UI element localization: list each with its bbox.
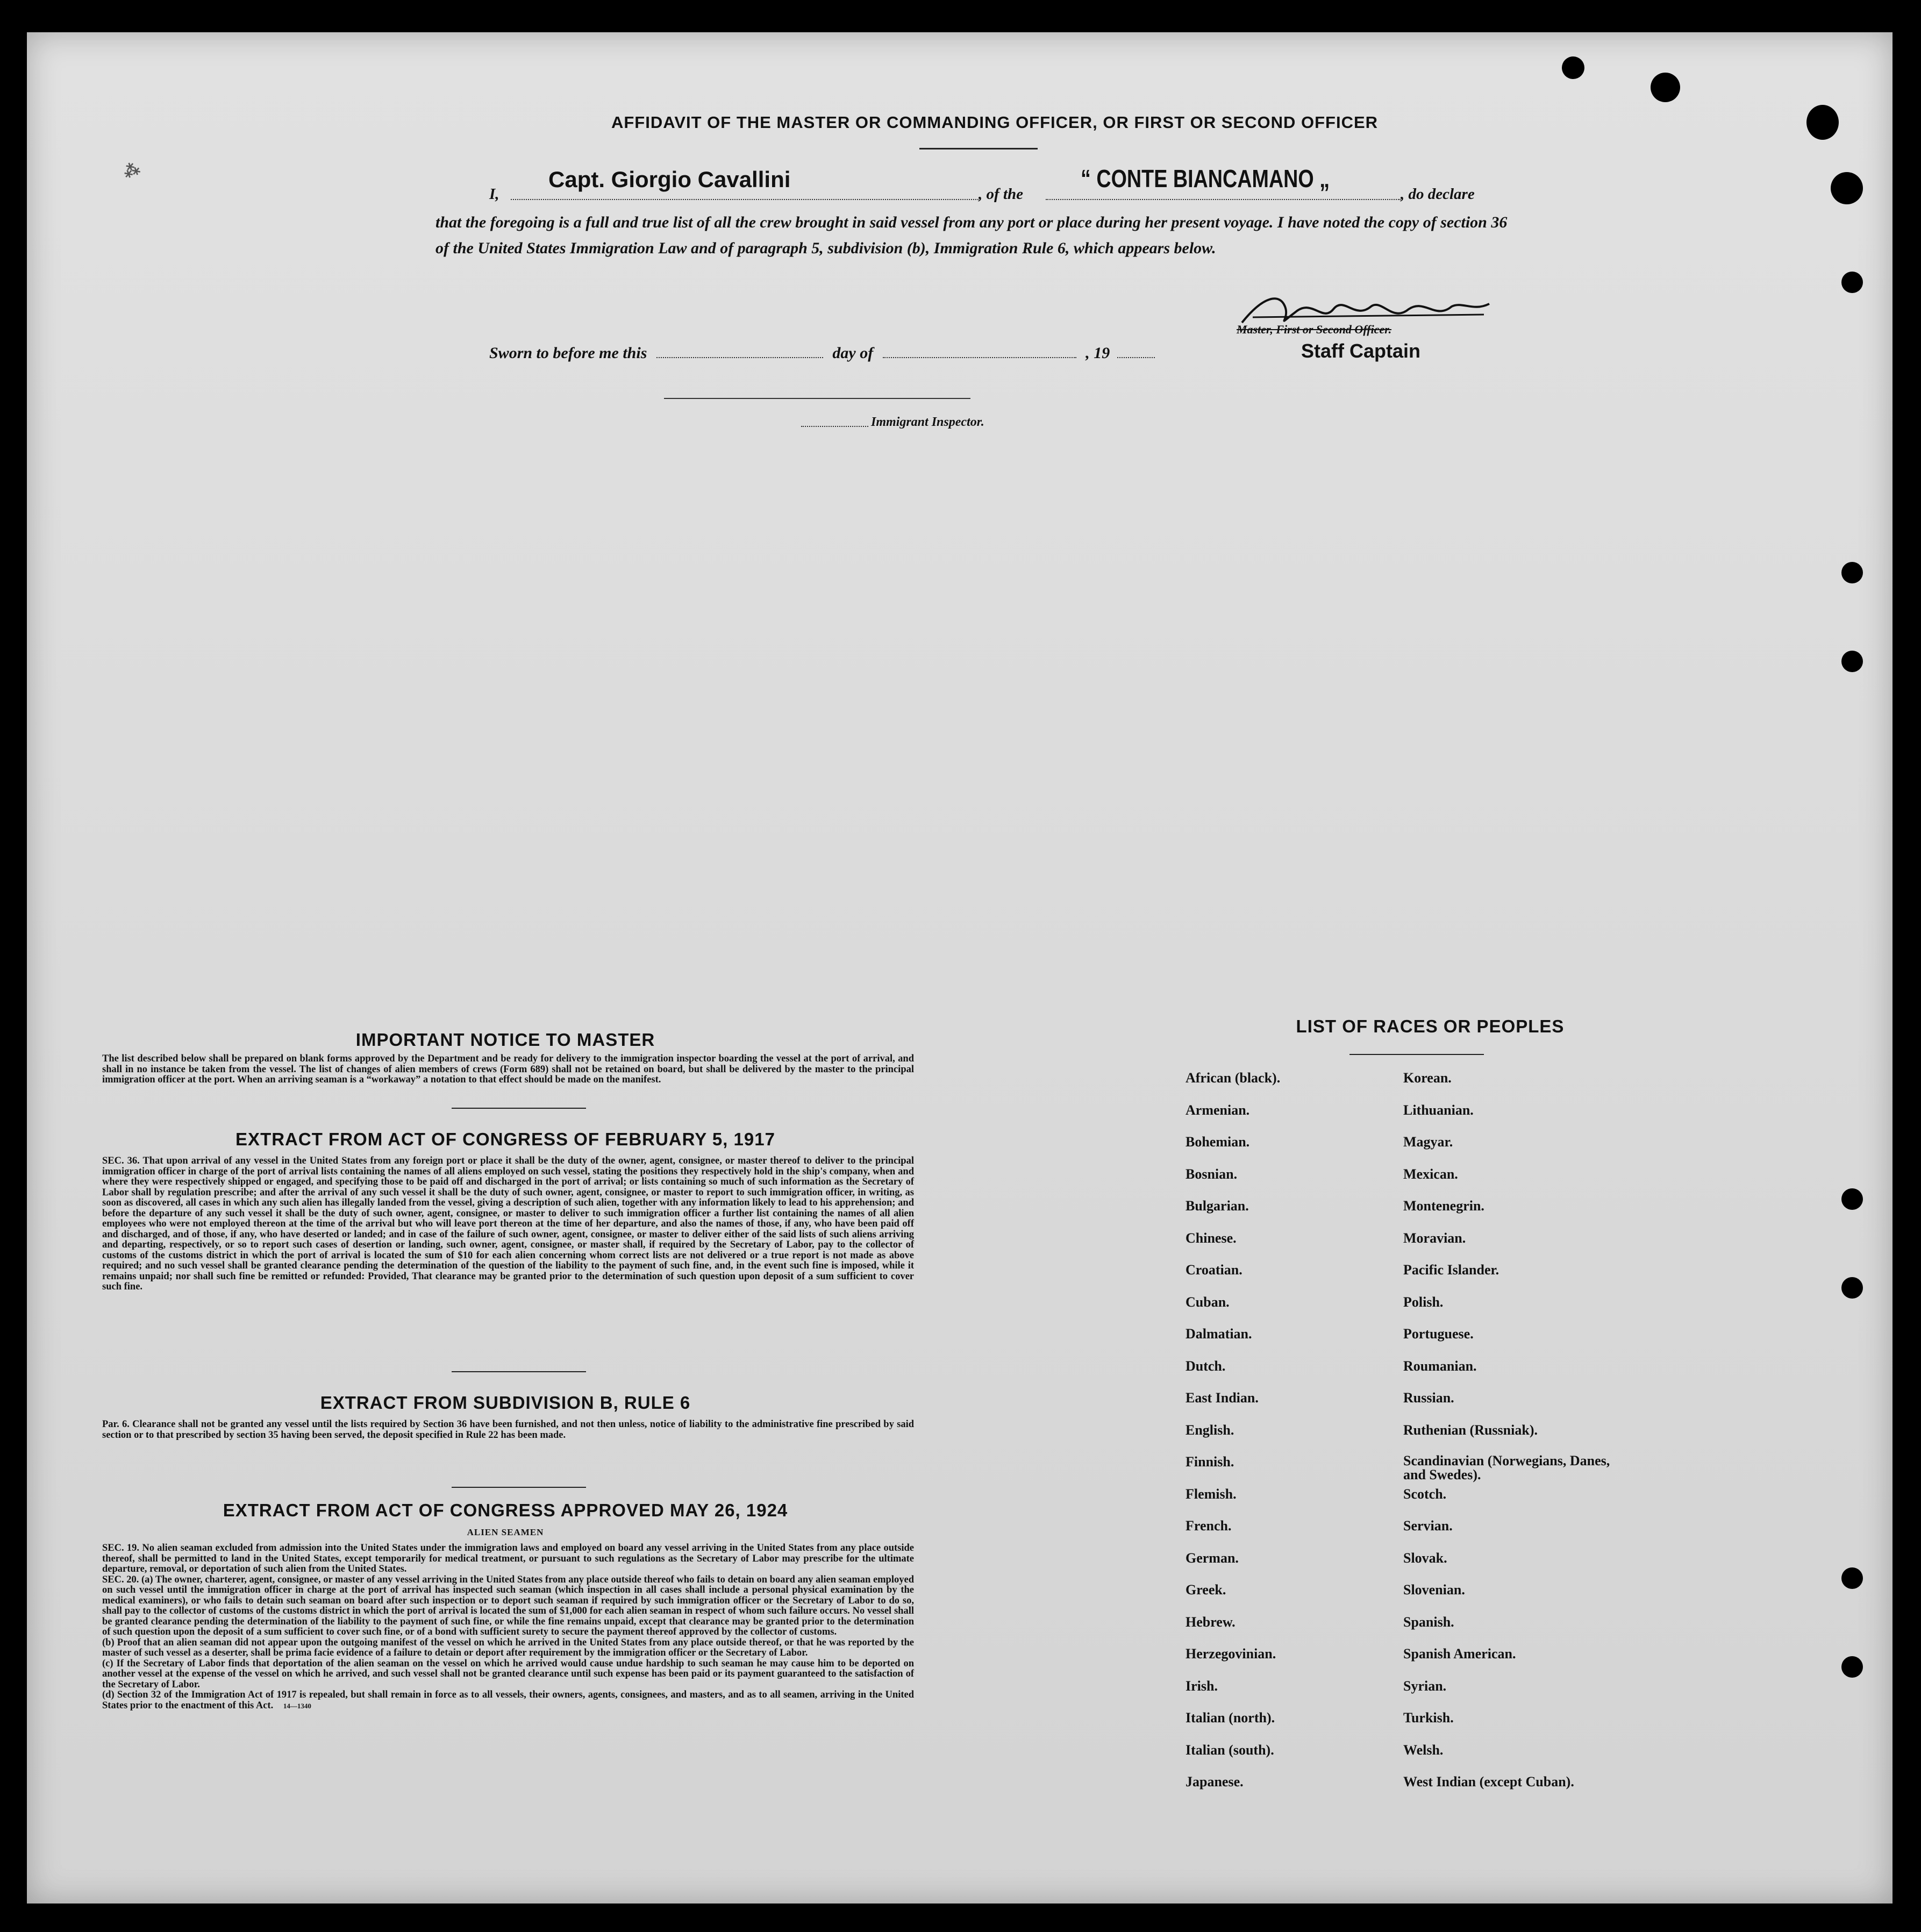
race-item: Italian (south). (1186, 1742, 1274, 1758)
punch-hole (1806, 105, 1839, 140)
sworn-line (489, 344, 1155, 362)
sec20c-text: (c) If the Secretary of Labor finds that deportation of the alien seaman on the vessel on which he arrived would cause undue hardship to such seaman he may cause him to be deported on another vessel at the expense of the vessel on which he arrived, and such vessel shall not be granted clearance until such expense has been paid or its payment guaranteed to the satisfaction of the Secretary of Labor. (102, 1658, 914, 1690)
race-item: Finnish. (1186, 1454, 1234, 1470)
race-item: Magyar. (1403, 1134, 1453, 1150)
punch-hole (1831, 172, 1863, 204)
inspector-dotted-line (801, 426, 868, 427)
extract-1924-body (102, 1543, 914, 1711)
staff-captain-stamp: Staff Captain (1301, 340, 1421, 362)
punch-hole (1841, 562, 1863, 583)
race-item: Japanese. (1186, 1774, 1244, 1790)
margin-stamp-mark: ⁂ (121, 159, 142, 182)
race-item: Bohemian. (1186, 1134, 1250, 1150)
race-item: Dutch. (1186, 1358, 1226, 1374)
sworn-prefix: Sworn to before me this (489, 344, 647, 362)
race-item: Slovak. (1403, 1550, 1447, 1566)
race-item: Turkish. (1403, 1710, 1454, 1726)
race-item: Ruthenian (Russniak). (1403, 1422, 1538, 1438)
extract-rule6-body: Par. 6. Clearance shall not be granted any vessel until the lists required by Section 36 have been furnished, and not then unless, notice of liability to the administrative fine prescribed by said section or to that prescribed by section 35 having been served, the deposit specified in Rule 22 has been made. (102, 1419, 914, 1441)
of-the-label: , of the (979, 186, 1023, 203)
notice-title: IMPORTANT NOTICE TO MASTER (355, 1030, 655, 1050)
race-item: Lithuanian. (1403, 1102, 1474, 1118)
punch-hole (1841, 1567, 1863, 1589)
races-right-column (1403, 1070, 1629, 1806)
race-item: Croatian. (1186, 1262, 1242, 1278)
sec20a-text: SEC. 20. (a) The owner, charterer, agent, consignee, or master of any vessel arriving in the United States from any place outside thereof who fails to detain on board any alien seaman employed on such vessel until the immigration officer in charge at the port of arrival has inspected such seaman (which inspection in all cases shall include a personal physical examination by the medical examiners), or who fails to detain such seaman on board after such inspection or to deport such seaman if required by such immigration officer or the Secretary of Labor to do so, shall pay to the collector of customs of the customs district in which the port of arrival is located the sum of $1,000 for each alien seaman in respect of whom such failure occurs. No vessel shall be granted clearance pending the determination of the liability to the payment of such fine, or while the fine remains unpaid, except that clearance may be granted prior to the determination of such question upon the deposit of a sum sufficient to cover such fine, or of a bond with sufficient surety to secure the payment thereof approved by the collector of customs. (102, 1574, 914, 1637)
race-item: Hebrew. (1186, 1614, 1236, 1630)
sec19-text: SEC. 19. No alien seaman excluded from admission into the United States under the immigration laws and employed on board any vessel arriving in the United States from any place outside thereof, shall be permitted to land in the United States, except temporarily for medical treatment, or pursuant to such regulations as the Secretary of Labor may prescribe for the ultimate departure, removal, or deportation of such alien from the United States. (102, 1543, 914, 1574)
sec20d-row (102, 1690, 914, 1711)
inspector-label: Immigrant Inspector. (871, 415, 984, 429)
day-blank (656, 357, 823, 358)
race-item: Italian (north). (1186, 1710, 1275, 1726)
races-left-column (1186, 1070, 1390, 1806)
race-item: Russian. (1403, 1390, 1454, 1406)
race-item: Syrian. (1403, 1678, 1447, 1694)
i-label: I, (489, 186, 499, 203)
extract-1917-divider (452, 1371, 586, 1372)
month-blank (883, 357, 1076, 358)
race-item: Welsh. (1403, 1742, 1444, 1758)
race-item: Cuban. (1186, 1294, 1230, 1310)
year-blank (1117, 357, 1155, 358)
race-item: Moravian. (1403, 1230, 1466, 1246)
race-item: Chinese. (1186, 1230, 1237, 1246)
title-divider (919, 148, 1038, 149)
race-item: Pacific Islander. (1403, 1262, 1499, 1278)
sec20b-text: (b) Proof that an alien seaman did not appear upon the outgoing manifest of the vessel on which he arrived in the United States from any place outside thereof, or that he was reported by the master of such vessel as a deserter, shall be prima facie evidence of a failure to detain or deport after requirement by the immigration officer or the Secretary of Labor. (102, 1637, 914, 1658)
race-item: Polish. (1403, 1294, 1444, 1310)
race-item: French. (1186, 1518, 1232, 1534)
race-item: Scotch. (1403, 1486, 1447, 1502)
race-item: Slovenian. (1403, 1582, 1465, 1598)
race-item: Greek. (1186, 1582, 1226, 1598)
race-item: West Indian (except Cuban). (1403, 1774, 1574, 1790)
extract-rule6-divider (452, 1487, 586, 1488)
extract-1917-body: SEC. 36. That upon arrival of any vessel in the United States from any foreign port or place it shall be the duty of the owner, agent, consignee, or master thereof to deliver to the principal immigration officer in charge of the port of arrival lists containing the names of all aliens employed on such vessel, stating the positions they respectively hold in the ship's company, when and where they were respectively shipped or engaged, and specifying those to be paid off and discharged in the port of arrival; or lists containing so much of such information as the Secretary of Labor shall by regulation prescribe; and after the arrival of any such vessel it shall be the duty of such owner, agent, consignee, or master to report to such immigration officer, in writing, as soon as discovered, all cases in which any such alien has illegally landed from the vessel, giving a description of such alien, together with any information likely to lead to his apprehension; and before the departure of any such vessel it shall be the duty of such owner, agent, consignee, or master to deliver to such immigration officer a further list containing the names of all alien employees who were not employed thereon at the time of the arrival but who will leave port thereon at the time of her departure, and also the names of those, if any, who have been paid off and discharged, and of those, if any, who have deserted or landed; and in case of the failure of such owner, agent, consignee, or master to deliver either of the said lists of such aliens arriving and departing, respectively, or so to report such cases of desertion or landing, such owner, agent, consignee, or master shall, if required by the Secretary of Labor, pay to the collector of customs of the customs district in which the port of arrival is located the sum of $10 for each alien concerning whom correct lists are not delivered or a true report is not made as above required; and no such vessel shall be granted clearance pending the determination of the question of the liability to the payment of such fine, and, in the event such fine is imposed, while it remains unpaid; nor shall such fine be remitted or refunded: Provided, That clearance may be granted prior to the determination of such question upon deposit of a sum sufficient to cover such fine. (102, 1156, 914, 1292)
race-item: Servian. (1403, 1518, 1453, 1534)
race-item: Spanish. (1403, 1614, 1454, 1630)
race-item: German. (1186, 1550, 1239, 1566)
do-declare-label: , do declare (1401, 186, 1475, 203)
race-item: Flemish. (1186, 1486, 1237, 1502)
punch-hole (1841, 272, 1863, 293)
punch-hole (1651, 73, 1680, 102)
vessel-name-line (1046, 199, 1401, 200)
races-title: LIST OF RACES OR PEOPLES (1296, 1016, 1565, 1036)
race-item: Armenian. (1186, 1102, 1250, 1118)
sec20d-text: (d) Section 32 of the Immigration Act of 1917 is repealed, but shall remain in force as to all vessels, their owners, agents, consignees, and masters, and as to all seamen, arriving in the United States prior to the enactment of this Act. (102, 1689, 914, 1711)
punch-hole (1841, 1188, 1863, 1210)
inspector-signature-line (664, 398, 970, 399)
notice-divider (452, 1108, 586, 1109)
extract-1924-subtitle: ALIEN SEAMEN (467, 1527, 544, 1537)
punch-hole (1841, 1656, 1863, 1678)
signature-caption: Master, First or Second Officer. (1237, 323, 1392, 336)
day-of-label: day of (832, 344, 874, 362)
race-item: English. (1186, 1422, 1234, 1438)
punch-hole (1562, 56, 1584, 79)
race-item: East Indian. (1186, 1390, 1259, 1406)
race-item: Herzegovinian. (1186, 1646, 1276, 1662)
form-number: 14—1340 (283, 1701, 311, 1710)
race-item: Montenegrin. (1403, 1198, 1484, 1214)
race-item: Irish. (1186, 1678, 1218, 1694)
extract-1917-title: EXTRACT FROM ACT OF CONGRESS OF FEBRUARY 5, 1917 (235, 1129, 775, 1149)
race-item: Portuguese. (1403, 1326, 1474, 1342)
officer-name: Capt. Giorgio Cavallini (548, 167, 791, 192)
officer-name-line (511, 199, 979, 200)
race-item: Dalmatian. (1186, 1326, 1252, 1342)
races-divider (1349, 1054, 1484, 1055)
punch-hole (1841, 651, 1863, 672)
affidavit-title: AFFIDAVIT OF THE MASTER OR COMMANDING OFFICER, OR FIRST OR SECOND OFFICER (611, 113, 1379, 132)
race-item: African (black). (1186, 1070, 1281, 1086)
race-item: Bulgarian. (1186, 1198, 1249, 1214)
notice-body: The list described below shall be prepared on blank forms approved by the Department and be ready for delivery to the immigration inspector boarding the vessel at the port of arrival, and shall in no instance be taken from the vessel. The list of changes of alien members of crews (Form 689) shall not be retained on board, but shall be delivered by the master to the principal immigration officer at the port. When an arriving seaman is a “workaway” a notation to that effect should be made on the manifest. (102, 1053, 914, 1085)
race-item: Bosnian. (1186, 1166, 1238, 1182)
punch-hole (1841, 1277, 1863, 1299)
declaration-text: that the foregoing is a full and true list of all the crew brought in said vessel from any port or place during her present voyage. I have noted the copy of section 36 of the United States Immigration Law and of paragraph 5, subdivision (b), Immigration Rule 6, which appears below. (435, 213, 1508, 257)
race-item: Spanish American. (1403, 1646, 1516, 1662)
document-page (27, 32, 1893, 1904)
race-item: Mexican. (1403, 1166, 1458, 1182)
extract-rule6-title: EXTRACT FROM SUBDIVISION B, RULE 6 (320, 1393, 691, 1413)
extract-1924-title: EXTRACT FROM ACT OF CONGRESS APPROVED MAY 26, 1924 (223, 1500, 788, 1520)
race-item: Roumanian. (1403, 1358, 1477, 1374)
race-item: Korean. (1403, 1070, 1452, 1086)
year-prefix: , 19 (1086, 344, 1110, 362)
vessel-name: “ CONTE BIANCAMANO „ (1081, 165, 1330, 193)
race-item: Scandinavian (Norwegians, Danes, and Swedes). (1403, 1453, 1610, 1482)
